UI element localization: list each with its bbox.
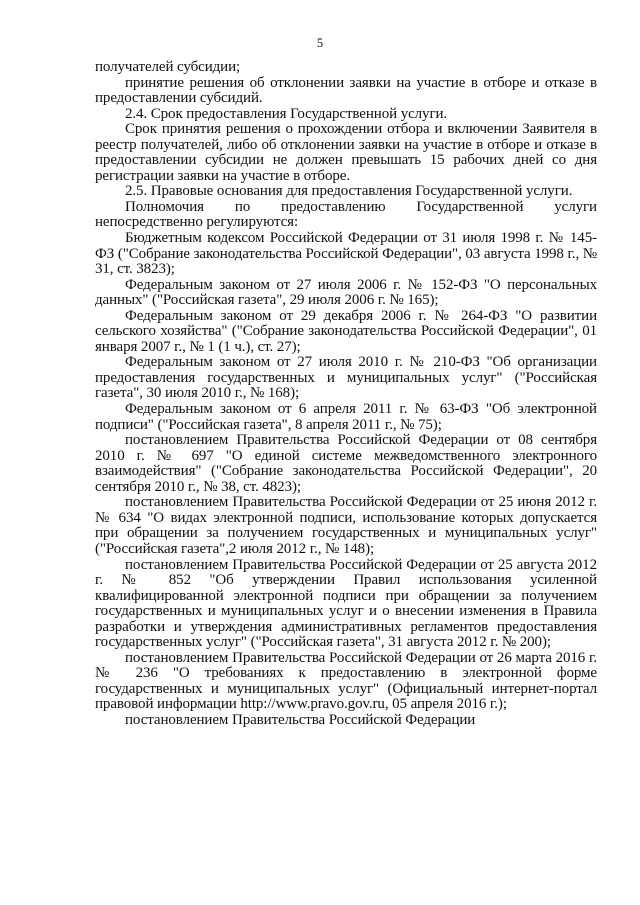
page-number: 5: [316, 36, 324, 50]
legal-basis-item: Бюджетным кодексом Российской Федерации от 31 июля 1998 г. № 145-ФЗ ("Собрание законодательства Российской Федерации", 03 августа 1998 г., № 31, ст. 3823);: [95, 230, 597, 278]
legal-basis-item: Федеральным законом от 27 июля 2006 г. № 152-ФЗ "О персональных данных" ("Российская газета", 29 июля 2006 г. № 165);: [95, 276, 597, 309]
legal-basis-item: Федеральным законом от 29 декабря 2006 г. № 264-ФЗ "О развитии сельского хозяйства" ("Собрание законодательства Российской Федерации", 01 января 2007 г., № 1 (1 ч.), ст. 27);: [95, 307, 597, 355]
paragraph-powers: Полномочия по предоставлению Государственной услуги непосредственно регулируются:: [95, 198, 597, 231]
section-heading-2-4: 2.4. Срок предоставления Государственной услуги.: [125, 105, 448, 122]
paragraph-rejection-decision: принятие решения об отклонении заявки на участие в отборе и отказе в предоставлении субсидий.: [95, 74, 597, 107]
legal-basis-item: Федеральным законом от 6 апреля 2011 г. № 63-ФЗ "Об электронной подписи" ("Российская газета", 8 апреля 2011 г., № 75);: [95, 401, 597, 433]
legal-basis-item: Федеральным законом от 27 июля 2010 г. № 210-ФЗ "Об организации предоставления государственных и муниципальных услуг" ("Российская газета", 30 июля 2010 г., № 168);: [95, 354, 597, 402]
paragraph-recipients: получателей субсидии;: [95, 59, 241, 75]
document-body: [95, 60, 597, 729]
section-heading-2-5: 2.5. Правовые основания для предоставления Государственной услуги.: [125, 183, 573, 200]
legal-basis-item: постановлением Правительства Российской Федерации: [125, 711, 476, 728]
legal-basis-item: постановлением Правительства Российской Федерации от 25 августа 2012 г. № 852 "Об утверждении Правил использования усиленной квалифицированной электронной подписи при обращении за получением государственных и муниципальных услуг и о внесении изменения в Правила разработки и утверждения административных регламентов предоставления государственных услуг" ("Российская газета", 31 августа 2012 г. № 200);: [95, 556, 597, 651]
legal-basis-item: постановлением Правительства Российской Федерации от 26 марта 2016 г. № 236 "О требованиях к предоставлению в электронной форме государственных и муниципальных услуг" (Официальный интернет-портал правовой информации http://www.pravo.gov.ru, 05 апреля 2016 г.);: [95, 649, 597, 713]
legal-basis-item: постановлением Правительства Российской Федерации от 25 июня 2012 г. № 634 "О видах электронной подписи, использование которых допускается при обращении за получением государственных и муниципальных услуг" ("Российская газета",2 июля 2012 г., № 148);: [95, 494, 597, 557]
paragraph-decision-term: Срок принятия решения о прохождении отбора и включении Заявителя в реестр получателей, либо об отклонении заявки на участие в отборе и отказе в предоставлении субсидии не должен превышать 15 рабочих дней со дня регистрации заявки на участие в отборе.: [95, 121, 597, 184]
legal-basis-item: постановлением Правительства Российской Федерации от 08 сентября 2010 г. № 697 "О единой системе межведомственного электронного взаимодействия" ("Собрание законодательства Российской Федерации", 20 сентября 2010 г., № 38, ст. 4823);: [95, 432, 597, 495]
